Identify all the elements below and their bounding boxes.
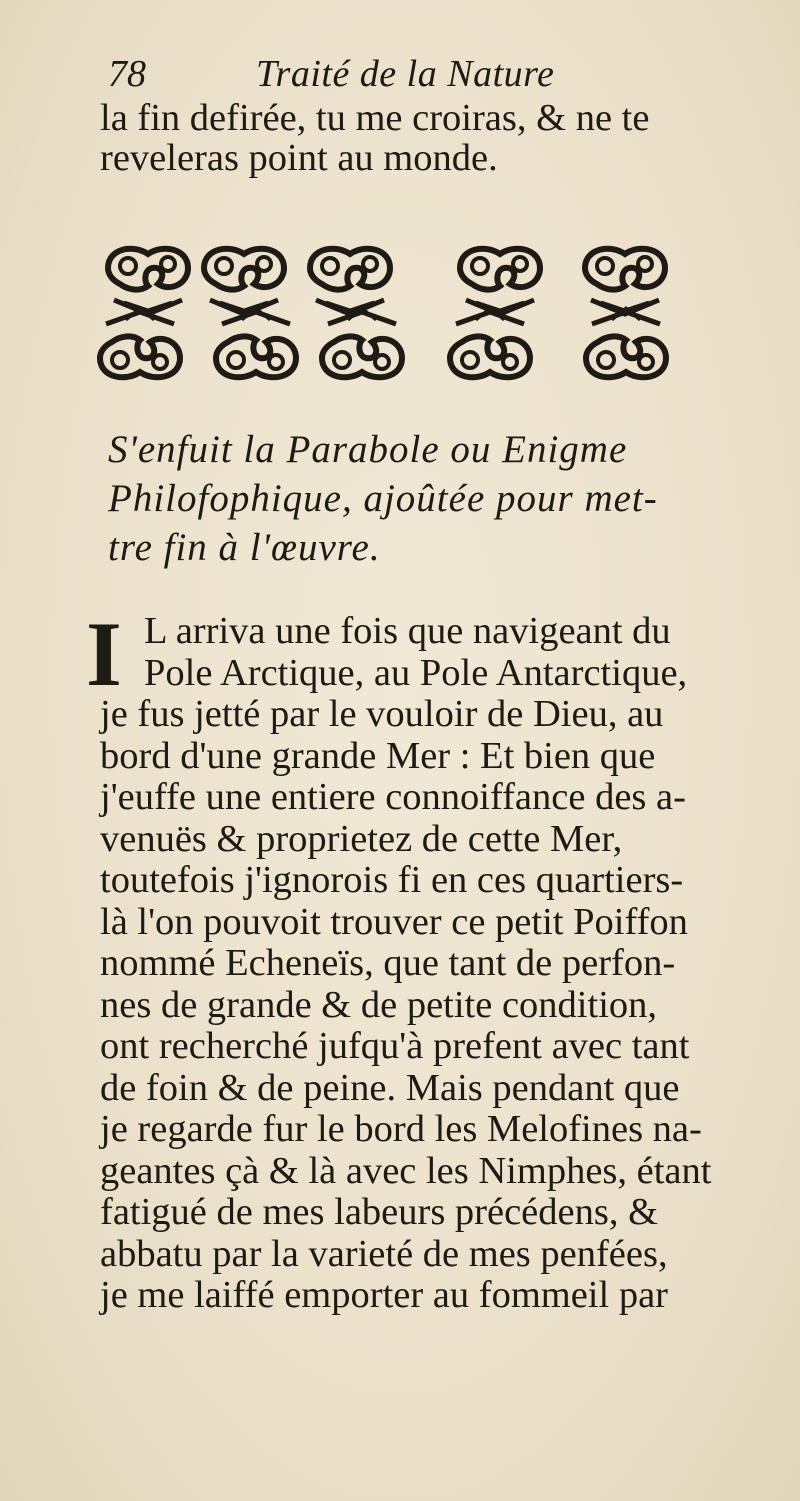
- drop-cap: I: [86, 603, 122, 705]
- text-line: reveleras point au monde.: [100, 137, 498, 179]
- text-line: ont recherché jufqu'à prefent avec tant: [100, 1025, 690, 1067]
- text-line: j'euffe une entiere connoiffance des a-: [100, 776, 686, 818]
- text-line: la fin defirée, tu me croiras, & ne te: [100, 97, 650, 139]
- text-line: fatigué de mes labeurs précédens, &: [100, 1191, 659, 1233]
- fleuron-band-icon: [96, 240, 771, 388]
- body-text: [100, 611, 770, 1317]
- text-line: nes de grande & de petite condition,: [100, 983, 658, 1026]
- section-heading: [108, 425, 758, 572]
- text-line: L arriva une fois que navigeant du: [144, 610, 671, 652]
- running-title: Traité de la Nature: [256, 53, 555, 95]
- text-line: Pole Arctique, au Pole Antarctique,: [144, 651, 688, 694]
- text-line: je regarde fur le bord les Melofines na-: [100, 1108, 702, 1150]
- continued-text: [100, 98, 770, 178]
- text-line: là l'on pouvoit trouver ce petit Poiffon: [100, 900, 688, 943]
- text-line: toutefois j'ignorois fi en ces quartiers-: [100, 859, 684, 901]
- text-line: nommé Echeneïs, que tant de perfon-: [100, 942, 676, 984]
- text-line: venuës & proprietez de cette Mer,: [100, 817, 623, 860]
- heading-line: Philofophique, ajoûtée pour met-: [108, 477, 658, 520]
- text-line: de foin & de peine. Mais pendant que: [100, 1066, 680, 1109]
- page-number: 78: [108, 53, 146, 95]
- heading-line: tre fin à l'œuvre.: [108, 526, 381, 569]
- text-line: abbatu par la varieté de mes penfées,: [100, 1232, 668, 1275]
- text-line: geantes çà & là avec les Nimphes, étant: [100, 1149, 712, 1192]
- text-line: je me laiffé emporter au fommeil par: [100, 1274, 668, 1316]
- text-line: bord d'une grande Mer : Et bien que: [100, 734, 656, 777]
- text-line: je fus jetté par le vouloir de Dieu, au: [100, 693, 664, 735]
- heading-line: S'enfuit la Parabole ou Enigme: [108, 428, 628, 471]
- running-head: [108, 52, 748, 96]
